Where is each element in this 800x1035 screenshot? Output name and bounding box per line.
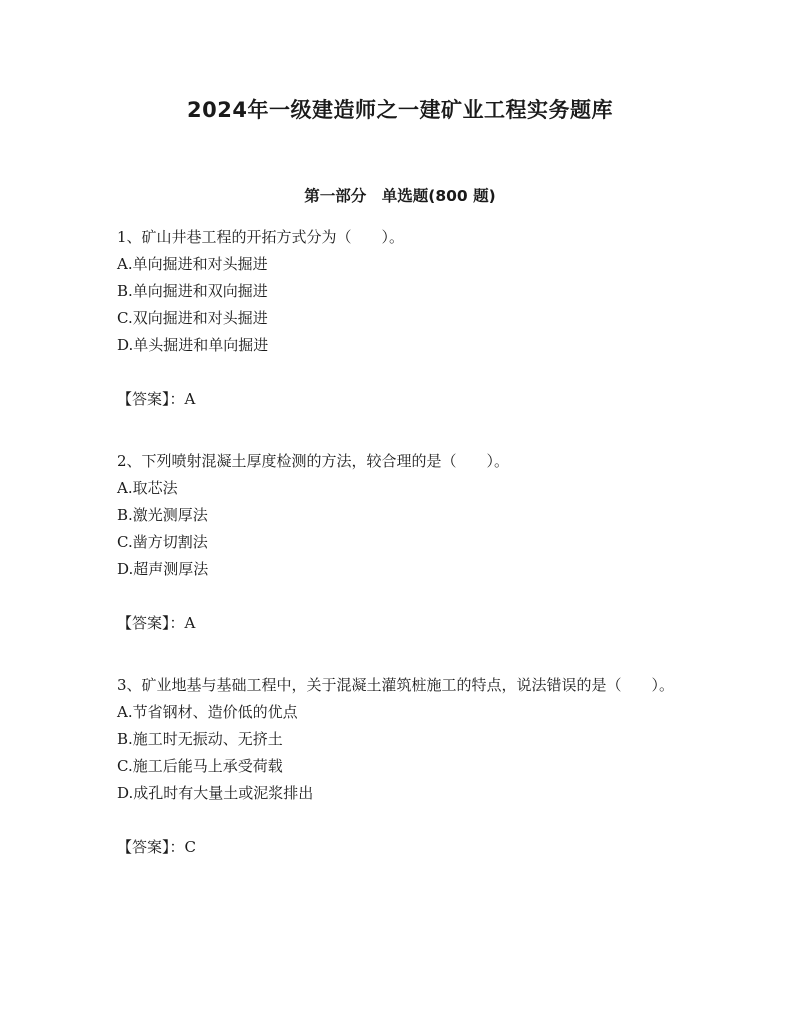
question-item — [117, 224, 692, 413]
question-stem: 3、矿业地基与基础工程中，关于混凝土灌筑桩施工的特点，说法错误的是（ ）。 — [117, 676, 675, 694]
question-list — [117, 224, 692, 861]
option-d: D.超声测厚法 — [117, 560, 209, 578]
option-b: B.单向掘进和双向掘进 — [117, 282, 268, 300]
question-spacer — [117, 637, 692, 672]
question-stem: 2、下列喷射混凝土厚度检测的方法，较合理的是（ ）。 — [117, 452, 510, 470]
option-d: D.成孔时有大量土或泥浆排出 — [117, 784, 314, 802]
question-stem: 1、矿山井巷工程的开拓方式分为（ ）。 — [117, 228, 405, 246]
option-c: C.凿方切割法 — [117, 533, 208, 551]
option-a: A.单向掘进和对头掘进 — [117, 255, 268, 273]
option-c: C.双向掘进和对头掘进 — [117, 309, 268, 327]
option-d: D.单头掘进和单向掘进 — [117, 336, 269, 354]
option-b: B.激光测厚法 — [117, 506, 208, 524]
option-b: B.施工时无振动、无挤土 — [117, 730, 283, 748]
answer-line: 【答案】：A — [117, 390, 196, 408]
option-c: C.施工后能马上承受荷载 — [117, 757, 283, 775]
question-item — [117, 448, 692, 637]
answer-line: 【答案】：A — [117, 614, 196, 632]
answer-line: 【答案】：C — [117, 838, 196, 856]
document-title: 2024年一级建造师之一建矿业工程实务题库 — [187, 98, 613, 122]
section-title: 第一部分 单选题(800 题) — [304, 187, 496, 205]
question-spacer — [117, 413, 692, 448]
option-a: A.节省钢材、造价低的优点 — [117, 703, 298, 721]
option-a: A.取芯法 — [117, 479, 178, 497]
question-item — [117, 672, 692, 861]
